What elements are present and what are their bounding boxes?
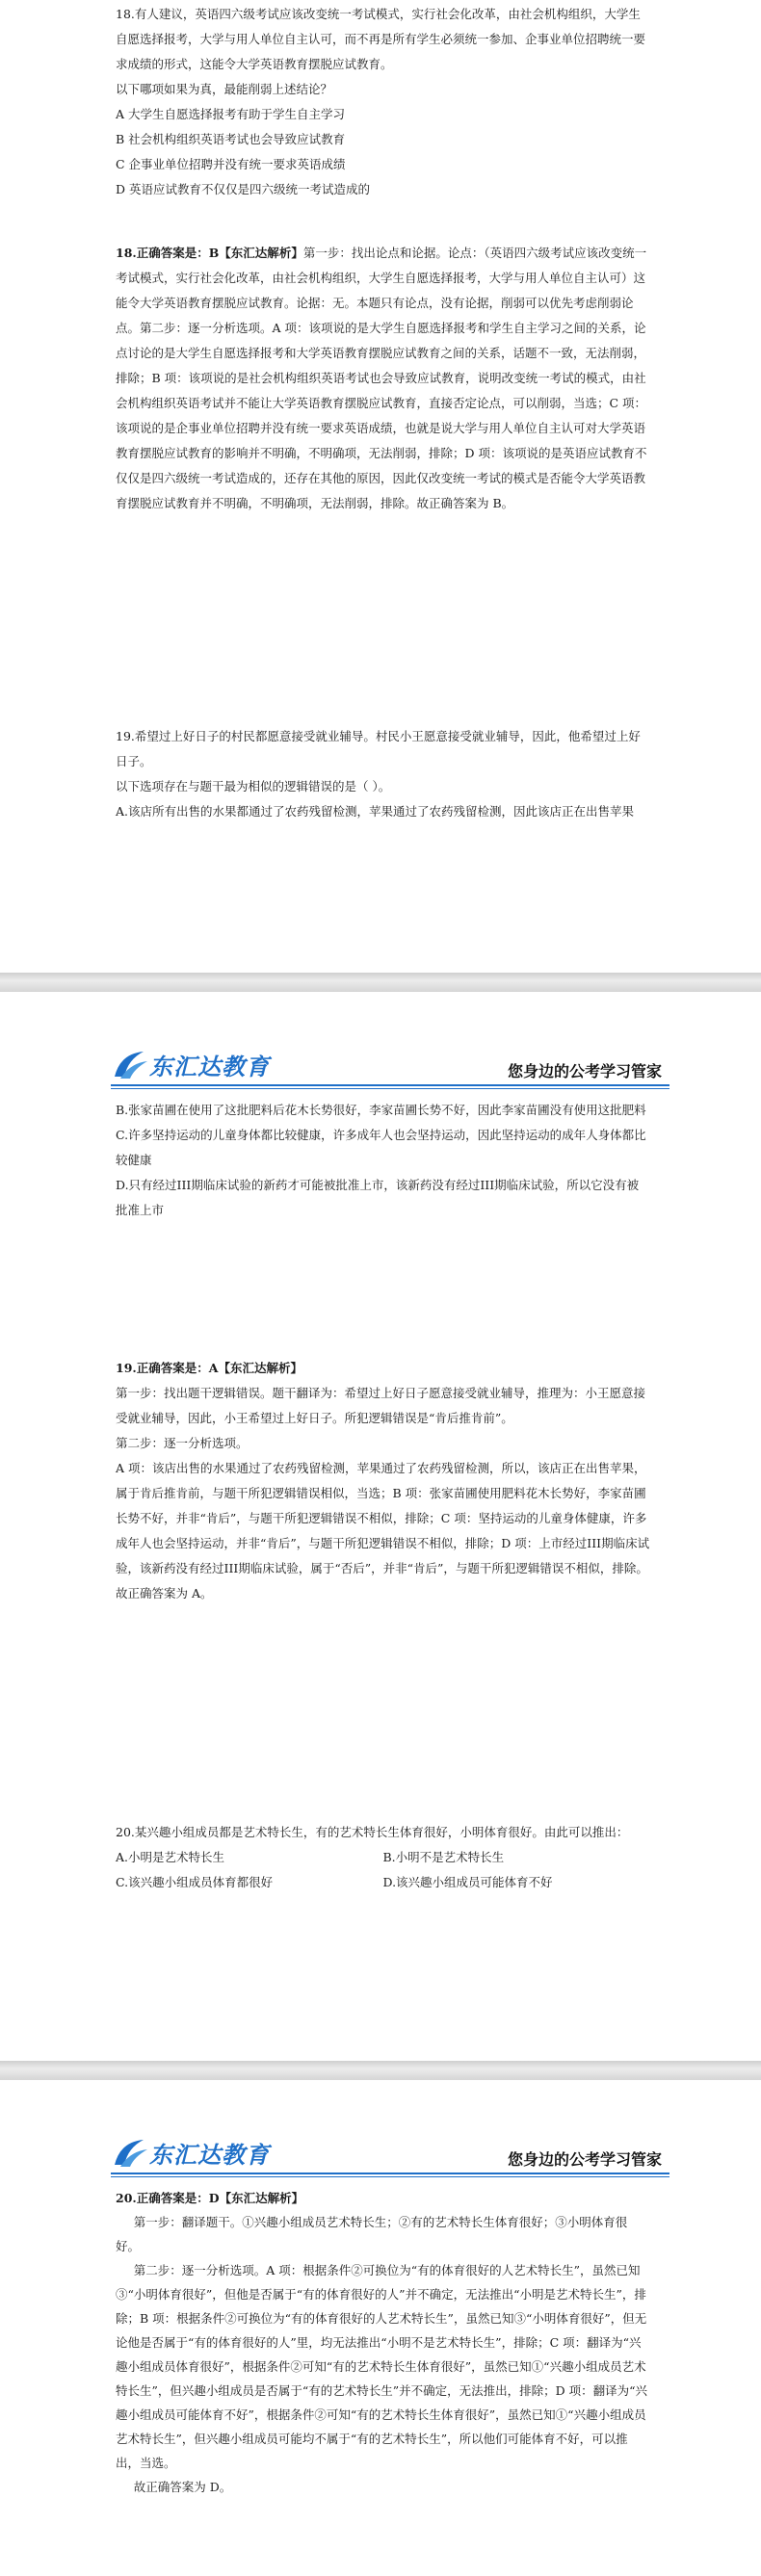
header-rule-thin [111, 2176, 669, 2177]
q18-option-a: A 大学生自愿选择报考有助于学生自主学习 [116, 107, 346, 121]
q20-option-b: B.小明不是艺术特长生 [382, 1850, 505, 1864]
logo-mark-icon [111, 2136, 149, 2171]
q20-analysis-conclusion: 故正确答案为 D。 [133, 2480, 232, 2494]
q19-option-c: C.许多坚持运动的儿童身体都比较健康，许多成年人也会坚持运动，因此坚持运动的成年人身体都比较健康 [116, 1128, 646, 1167]
company-logo [111, 1048, 361, 1082]
q18-answer-label: 18.正确答案是：B【东汇达解析】 [116, 246, 303, 260]
q20-analysis-step1: 第一步：翻译题干。①兴趣小组成员艺术特长生；②有的艺术特长生体育很好；③小明体育很好。 [116, 2215, 628, 2253]
q20-stem: 20.某兴趣小组成员都是艺术特长生，有的艺术特长生体育很好，小明体育很好。由此可以推出： [116, 1825, 629, 1839]
q18-option-c: C 企事业单位招聘并没有统一要求英语成绩 [116, 157, 346, 171]
q20-question-block [116, 1820, 650, 1895]
q18-question: 以下哪项如果为真，最能削弱上述结论？ [116, 82, 333, 96]
page-header [111, 1044, 669, 1092]
header-slogan: 您身边的公考学习管家 [507, 1062, 662, 1080]
q20-answer-block [116, 2186, 650, 2499]
q18-option-b: B 社会机构组织英语考试也会导致应试教育 [116, 132, 346, 146]
header-rule-thin [111, 1088, 669, 1089]
q19-analysis-step2: 第二步：逐一分析选项。 [116, 1436, 249, 1450]
page-separator [0, 2061, 761, 2080]
q19-options-block [116, 1098, 650, 1223]
q18-analysis: 第一步：找出论点和论据。论点：（英语四六级考试应该改变统一考试模式，实行社会化改革，由社会机构组织，大学生自愿选择报考，大学与用人单位自主认可）这能令大学英语教育摆脱应试教育。论据：无。本题只有论点，没有论据，削弱可以优先考虑削弱论点。第二步：逐一分析选项。A 项：该项说的是大学生自愿选择报考和学生自主学习之间的关系，论点讨论的是大学生自愿选择报考和大学英语教育摆脱应试教育之间的关系，话题不一致，无法削弱，排除；B 项：该项说的是社会机构组织英语考试也会导致应试教育，说明改变统一考试的模式，由社会机构组织英语考试并不能让大学英语教育摆脱应试教育，直接否定论点，可以削弱，当选；C 项：该项说的是企事业单位招聘并没有统一要求英语成绩，也就是说大学与用人单位自主认可对大学英语教育摆脱应试教育的影响并不明确，不明确项，无法削弱，排除；D 项：该项说的是英语应试教育不仅仅是四六级统一考试造成的，还存在其他的原因，因此仅改变统一考试的模式是否能令大学英语教育摆脱应试教育并不明确，不明确项，无法削弱，排除。故正确答案为 B。 [116, 246, 647, 510]
q20-analysis-step2: 第二步：逐一分析选项。A 项：根据条件②可换位为“有的体育很好的人艺术特长生”，虽然已知③“小明体育很好”，但他是否属于“有的体育很好的人”并不确定，无法推出“小明是艺术特长生”，排除；B 项：根据条件②可换位为“有的体育很好的人艺术特长生”，虽然已知③“小明体育很好”，但无论他是否属于“有的体育很好的人”里，均无法推出“小明不是艺术特长生”，排除；C 项：翻译为“兴趣小组成员体育很好”，根据条件②可知“有的艺术特长生体育很好”，虽然已知①“兴趣小组成员艺术特长生”，但兴趣小组成员是否属于“有的艺术特长生”并不确定，无法推出，排除；D 项：翻译为“兴趣小组成员可能体育不好”，根据条件②可知“有的艺术特长生体育很好”，虽然已知①“兴趣小组成员艺术特长生”，但兴趣小组成员可能均不属于“有的艺术特长生”，所以他们可能体育不好，可以推出，当选。 [116, 2263, 648, 2470]
q18-option-d: D 英语应试教育不仅仅是四六级统一考试造成的 [116, 182, 370, 196]
header-rule [111, 1084, 669, 1086]
q19-question: 以下选项存在与题干最为相似的逻辑错误的是（ ）。 [116, 779, 391, 794]
q19-analysis-conclusion: 故正确答案为 A。 [116, 1586, 213, 1600]
q19-option-d: D.只有经过III期临床试验的新药才可能被批准上市，该新药没有经过III期临床试验，所以它没有被批准上市 [116, 1178, 640, 1217]
q18-stem: 18.有人建议，英语四六级考试应该改变统一考试模式，实行社会化改革，由社会机构组织，大学生自愿选择报考，大学与用人单位自主认可，而不再是所有学生必须统一参加、企事业单位招聘统一要求成绩的形式，这能令大学英语教育摆脱应试教育。 [116, 7, 646, 71]
document-page-1 [0, 0, 761, 973]
q18-block [116, 2, 650, 516]
logo-mark-icon [111, 1048, 149, 1082]
logo-text: 东汇达教育 [149, 1054, 270, 1080]
q19-answer-label: 19.正确答案是：A【东汇达解析】 [116, 1361, 302, 1375]
header-slogan: 您身边的公考学习管家 [507, 2150, 662, 2169]
page-separator [0, 973, 761, 992]
document-page-3 [0, 2080, 761, 2576]
page-header [111, 2132, 669, 2180]
q20-option-a: A.小明是艺术特长生 [116, 1850, 225, 1864]
q20-answer-label: 20.正确答案是：D【东汇达解析】 [116, 2191, 304, 2205]
q20-option-c: C.该兴趣小组成员体育都很好 [116, 1875, 274, 1889]
document-page-2 [0, 992, 761, 2061]
header-rule [111, 2173, 669, 2174]
q20-options-row-2 [116, 1870, 650, 1895]
logo-text: 东汇达教育 [149, 2142, 270, 2169]
q18-answer [116, 241, 650, 516]
q19-analysis-step1: 第一步：找出题干逻辑错误。题干翻译为：希望过上好日子愿意接受就业辅导，推理为：小王愿意接受就业辅导，因此，小王希望过上好日子。所犯逻辑错误是“肯后推肯前”。 [116, 1386, 646, 1425]
q19-option-a: A.该店所有出售的水果都通过了农药残留检测，苹果通过了农药残留检测，因此该店正在出售苹果 [116, 804, 635, 819]
q19-analysis-options: A 项：该店出售的水果通过了农药残留检测，苹果通过了农药残留检测，所以，该店正在出售苹果，属于肯后推肯前，与题干所犯逻辑错误相似，当选；B 项：张家苗圃使用肥料花木长势好，李家苗圃长势不好，并非“肯后”，与题干所犯逻辑错误不相似，排除；C 项：坚持运动的儿童身体健康，许多成年人也会坚持运动，并非“肯后”，与题干所犯逻辑错误不相似，排除；D 项：上市经过III期临床试验，该新药没有经过III期临床试验，属于“否后”，并非“肯后”，与题干所犯逻辑错误不相似，排除。 [116, 1461, 650, 1575]
q20-options-row-1 [116, 1845, 650, 1870]
q20-option-d: D.该兴趣小组成员可能体育不好 [382, 1875, 553, 1889]
q19-stem: 19.希望过上好日子的村民都愿意接受就业辅导。村民小王愿意接受就业辅导，因此，他希望过上好日子。 [116, 729, 641, 768]
q19-answer-block [116, 1356, 650, 1606]
q19-question-block [116, 724, 650, 824]
q19-option-b: B.张家苗圃在使用了这批肥料后花木长势很好，李家苗圃长势不好，因此李家苗圃没有使用这批肥料 [116, 1103, 646, 1117]
company-logo [111, 2136, 361, 2171]
